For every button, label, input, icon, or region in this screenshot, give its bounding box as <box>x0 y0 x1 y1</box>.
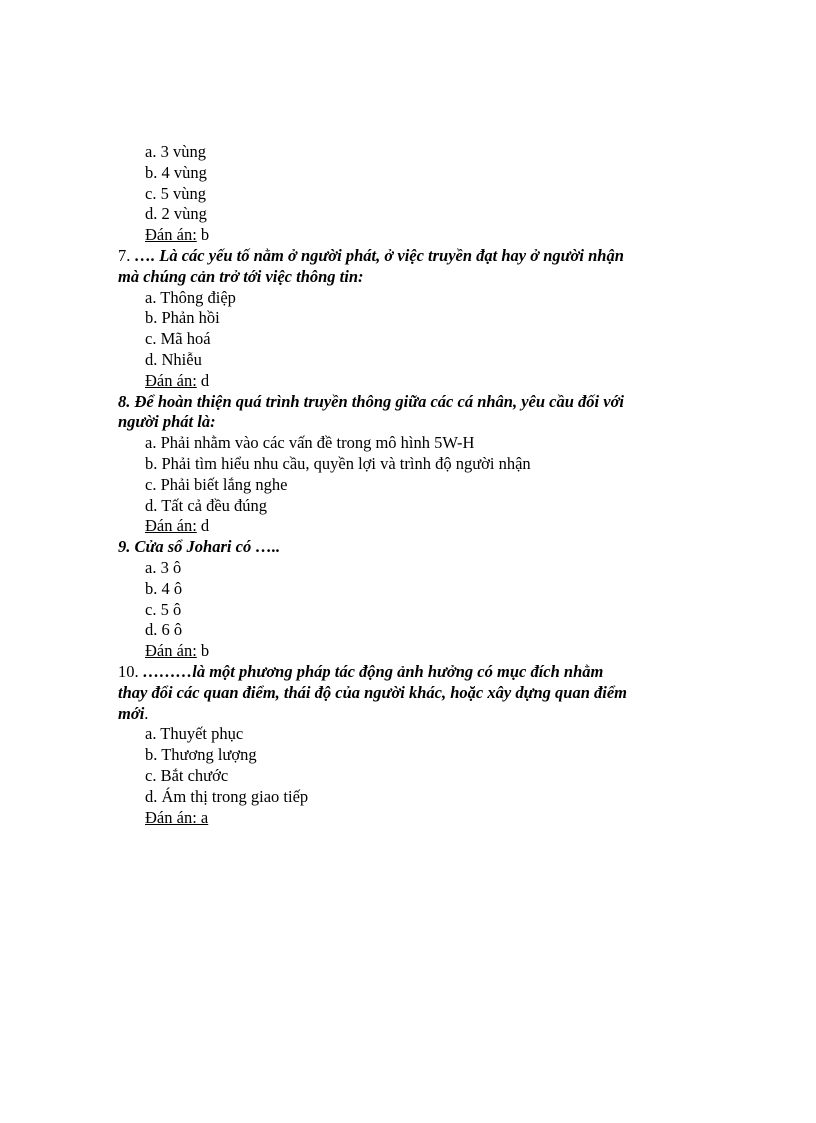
q7-answer <box>118 371 718 392</box>
q8-answer <box>118 516 718 537</box>
q6-option-b: b. 4 vùng <box>145 162 207 182</box>
q6-option-a: a. 3 vùng <box>145 142 206 161</box>
q7-answer-label: Đán án: <box>145 370 197 390</box>
question-10-block <box>118 662 718 828</box>
q10-option-c: c. Bắt chước <box>145 765 229 785</box>
q7-option-a: a. Thông điệp <box>145 287 236 307</box>
q7-question-line-1 <box>118 246 718 267</box>
question-6-block <box>118 142 718 246</box>
q9-option-d: d. 6 ô <box>145 620 183 640</box>
q6-answer-value: b <box>200 225 210 245</box>
document-content <box>118 142 718 828</box>
q8-answer-value: d <box>200 516 210 536</box>
question-9-block <box>118 537 718 662</box>
q9-option-b: b. 4 ô <box>145 578 183 598</box>
q9-option-c: c. 5 ô <box>145 599 182 619</box>
q8-question-line-2: người phát là: <box>118 412 216 432</box>
question-8-block <box>118 392 718 538</box>
q6-option-c: c. 5 vùng <box>145 183 206 203</box>
q10-question-text-3: mới <box>118 703 145 723</box>
q9-answer <box>118 641 718 662</box>
q10-question-text-1: ………là một phương pháp tác động ảnh hưởng có mục đích nhằm <box>142 661 604 681</box>
q8-option-c: c. Phải biết lắng nghe <box>145 474 288 494</box>
q9-question-line-1: 9. Cửa sổ Johari có ….. <box>118 537 281 557</box>
q10-answer <box>118 808 718 829</box>
q9-answer-value: b <box>200 641 210 661</box>
q10-answer-text: Đán án: a <box>145 807 209 827</box>
q8-option-a: a. Phải nhằm vào các vấn đề trong mô hình 5W-H <box>145 433 475 453</box>
q7-option-c: c. Mã hoá <box>145 329 211 349</box>
q8-option-b: b. Phải tìm hiểu nhu cầu, quyền lợi và trình độ người nhận <box>145 453 531 473</box>
q10-question-line-3 <box>118 704 718 725</box>
q7-question-line-2: mà chúng cản trở tới việc thông tin: <box>118 266 364 286</box>
q10-option-d: d. Ám thị trong giao tiếp <box>145 786 309 806</box>
q10-question-line-1 <box>118 662 718 683</box>
q8-option-d: d. Tất cả đều đúng <box>145 495 268 515</box>
q9-option-a: a. 3 ô <box>145 557 182 577</box>
q10-option-b: b. Thương lượng <box>145 745 257 765</box>
q8-question-line-1: 8. Để hoàn thiện quá trình truyền thông giữa các cá nhân, yêu cầu đối với <box>118 391 625 411</box>
q10-question-line-2: thay đổi các quan điểm, thái độ của người khác, hoặc xây dựng quan điểm <box>118 682 627 702</box>
q7-answer-value: d <box>200 370 210 390</box>
q6-option-d: d. 2 vùng <box>145 204 207 224</box>
q7-option-d: d. Nhiễu <box>145 349 202 369</box>
q7-option-b: b. Phản hồi <box>145 308 220 328</box>
q8-answer-label: Đán án: <box>145 516 197 536</box>
q10-question-end: . <box>144 703 149 723</box>
q9-answer-label: Đán án: <box>145 641 197 661</box>
q10-option-a: a. Thuyết phục <box>145 724 244 744</box>
q6-answer-label: Đán án: <box>145 225 197 245</box>
q7-number: 7. <box>118 245 135 265</box>
q6-answer <box>118 225 718 246</box>
q10-number: 10. <box>118 661 143 681</box>
question-7-block <box>118 246 718 392</box>
q7-question-text-1: …. Là các yếu tố nằm ở người phát, ở việc truyền đạt hay ở người nhận <box>134 245 624 265</box>
